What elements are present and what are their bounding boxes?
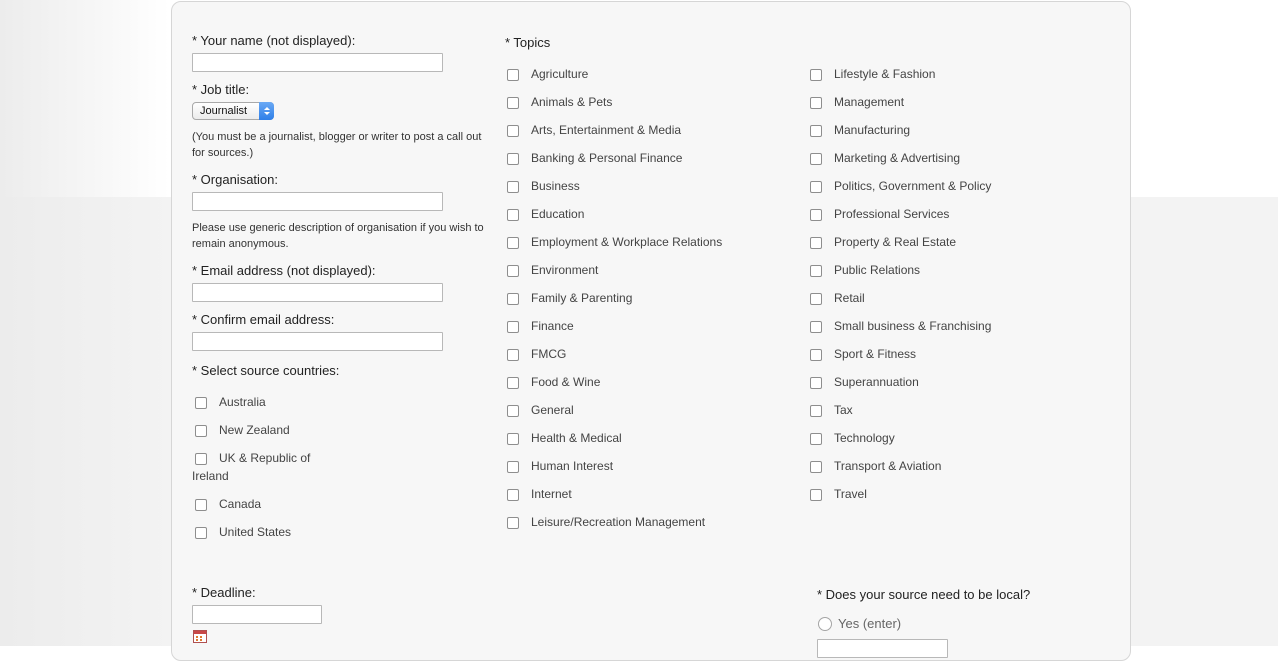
organisation-note bbox=[192, 220, 484, 252]
country-label: Australia bbox=[219, 395, 266, 409]
job-title-note bbox=[192, 129, 481, 161]
chevron-updown-icon bbox=[259, 102, 274, 120]
topic-label: FMCG bbox=[531, 347, 567, 361]
local-source-label: * Does your source need to be local? bbox=[817, 587, 1031, 602]
job-title-select[interactable] bbox=[192, 102, 274, 120]
confirm-email-input[interactable] bbox=[192, 332, 443, 351]
topic-checkbox[interactable] bbox=[810, 349, 822, 361]
topic-checkbox[interactable] bbox=[507, 153, 519, 165]
topic-label: Tax bbox=[834, 403, 853, 417]
country-label: United States bbox=[219, 525, 292, 539]
topic-checkbox[interactable] bbox=[507, 377, 519, 389]
topic-checkbox[interactable] bbox=[507, 125, 519, 137]
topic-checkbox[interactable] bbox=[810, 321, 822, 333]
email-label: * Email address (not displayed): bbox=[192, 263, 376, 278]
topic-label: Travel bbox=[834, 487, 867, 501]
topic-label: Small business & Franchising bbox=[834, 319, 992, 333]
local-yes-radio[interactable] bbox=[818, 617, 832, 631]
topic-label: Transport & Aviation bbox=[834, 459, 942, 473]
topic-checkbox[interactable] bbox=[810, 209, 822, 221]
topic-checkbox[interactable] bbox=[810, 489, 822, 501]
country-label: New Zealand bbox=[219, 423, 290, 437]
organisation-note-line1: Please use generic description of organisation if you wish to bbox=[192, 222, 484, 234]
deadline-input[interactable] bbox=[192, 605, 322, 624]
topic-label: Professional Services bbox=[834, 207, 950, 221]
topic-label: Manufacturing bbox=[834, 123, 911, 137]
confirm-email-label: * Confirm email address: bbox=[192, 312, 335, 327]
deadline-label: * Deadline: bbox=[192, 585, 256, 600]
country-checkbox-uk-ireland[interactable] bbox=[195, 453, 207, 465]
topic-label: Marketing & Advertising bbox=[834, 151, 961, 165]
job-title-note-line2: for sources.) bbox=[192, 147, 254, 159]
topic-label: Environment bbox=[531, 263, 599, 277]
topic-label: Lifestyle & Fashion bbox=[834, 67, 936, 81]
topic-label: Superannuation bbox=[834, 375, 919, 389]
topic-label: Public Relations bbox=[834, 263, 921, 277]
name-label: * Your name (not displayed): bbox=[192, 33, 356, 48]
topic-checkbox[interactable] bbox=[810, 377, 822, 389]
topic-label: Management bbox=[834, 95, 905, 109]
organisation-input[interactable] bbox=[192, 192, 443, 211]
topics-label: * Topics bbox=[505, 35, 551, 50]
topic-label: Property & Real Estate bbox=[834, 235, 957, 249]
topic-checkbox[interactable] bbox=[810, 265, 822, 277]
country-checkbox-united-states[interactable] bbox=[195, 527, 207, 539]
topic-label: Animals & Pets bbox=[531, 95, 613, 109]
country-label: UK & Republic of bbox=[219, 451, 311, 465]
country-label-wrap: Ireland bbox=[192, 469, 229, 483]
topic-label: Arts, Entertainment & Media bbox=[531, 123, 682, 137]
topic-checkbox[interactable] bbox=[507, 349, 519, 361]
topic-checkbox[interactable] bbox=[507, 461, 519, 473]
topic-label: Internet bbox=[531, 487, 572, 501]
topic-label: Finance bbox=[531, 319, 574, 333]
topic-label: Sport & Fitness bbox=[834, 347, 917, 361]
topic-checkbox[interactable] bbox=[507, 321, 519, 333]
topic-label: Employment & Workplace Relations bbox=[531, 235, 723, 249]
local-yes-label: Yes (enter) bbox=[838, 616, 902, 631]
country-checkbox-new-zealand[interactable] bbox=[195, 425, 207, 437]
topic-label: Business bbox=[531, 179, 580, 193]
topic-label: Agriculture bbox=[531, 67, 589, 81]
topic-checkbox[interactable] bbox=[507, 433, 519, 445]
local-location-input[interactable] bbox=[817, 639, 948, 658]
call-out-form-card bbox=[171, 1, 1131, 661]
countries-label: * Select source countries: bbox=[192, 363, 340, 378]
topic-checkbox[interactable] bbox=[507, 489, 519, 501]
page-shade-left bbox=[0, 0, 170, 646]
topic-label: Retail bbox=[834, 291, 865, 305]
topic-checkbox[interactable] bbox=[507, 517, 519, 529]
topic-checkbox[interactable] bbox=[810, 405, 822, 417]
topic-label: General bbox=[531, 403, 574, 417]
calendar-icon[interactable] bbox=[193, 630, 207, 643]
topic-label: Politics, Government & Policy bbox=[834, 179, 992, 193]
topic-checkbox[interactable] bbox=[810, 153, 822, 165]
topic-label: Family & Parenting bbox=[531, 291, 633, 305]
topic-checkbox[interactable] bbox=[810, 125, 822, 137]
organisation-label: * Organisation: bbox=[192, 172, 278, 187]
name-input[interactable] bbox=[192, 53, 443, 72]
topic-checkbox[interactable] bbox=[507, 293, 519, 305]
topic-checkbox[interactable] bbox=[507, 69, 519, 81]
country-label: Canada bbox=[219, 497, 262, 511]
topic-checkbox[interactable] bbox=[507, 265, 519, 277]
topic-checkbox[interactable] bbox=[810, 237, 822, 249]
topic-label: Health & Medical bbox=[531, 431, 622, 445]
job-title-label: * Job title: bbox=[192, 82, 250, 97]
topic-label: Technology bbox=[834, 431, 895, 445]
topic-checkbox[interactable] bbox=[810, 181, 822, 193]
topic-label: Leisure/Recreation Management bbox=[531, 515, 706, 529]
topic-checkbox[interactable] bbox=[810, 433, 822, 445]
topic-checkbox[interactable] bbox=[507, 237, 519, 249]
topic-checkbox[interactable] bbox=[810, 461, 822, 473]
email-input[interactable] bbox=[192, 283, 443, 302]
topic-label: Education bbox=[531, 207, 585, 221]
topic-checkbox[interactable] bbox=[507, 181, 519, 193]
topic-checkbox[interactable] bbox=[810, 69, 822, 81]
organisation-note-line2: remain anonymous. bbox=[192, 238, 289, 250]
topic-label: Human Interest bbox=[531, 459, 614, 473]
topic-checkbox[interactable] bbox=[507, 405, 519, 417]
job-title-select-value: Journalist bbox=[200, 105, 248, 117]
topic-checkbox[interactable] bbox=[810, 97, 822, 109]
topic-checkbox[interactable] bbox=[507, 209, 519, 221]
topic-label: Banking & Personal Finance bbox=[531, 151, 683, 165]
topic-checkbox[interactable] bbox=[507, 97, 519, 109]
country-checkbox-australia[interactable] bbox=[195, 397, 207, 409]
job-title-note-line1: (You must be a journalist, blogger or writer to post a call out bbox=[192, 131, 482, 143]
topic-checkbox[interactable] bbox=[810, 293, 822, 305]
country-checkbox-canada[interactable] bbox=[195, 499, 207, 511]
topic-label: Food & Wine bbox=[531, 375, 601, 389]
